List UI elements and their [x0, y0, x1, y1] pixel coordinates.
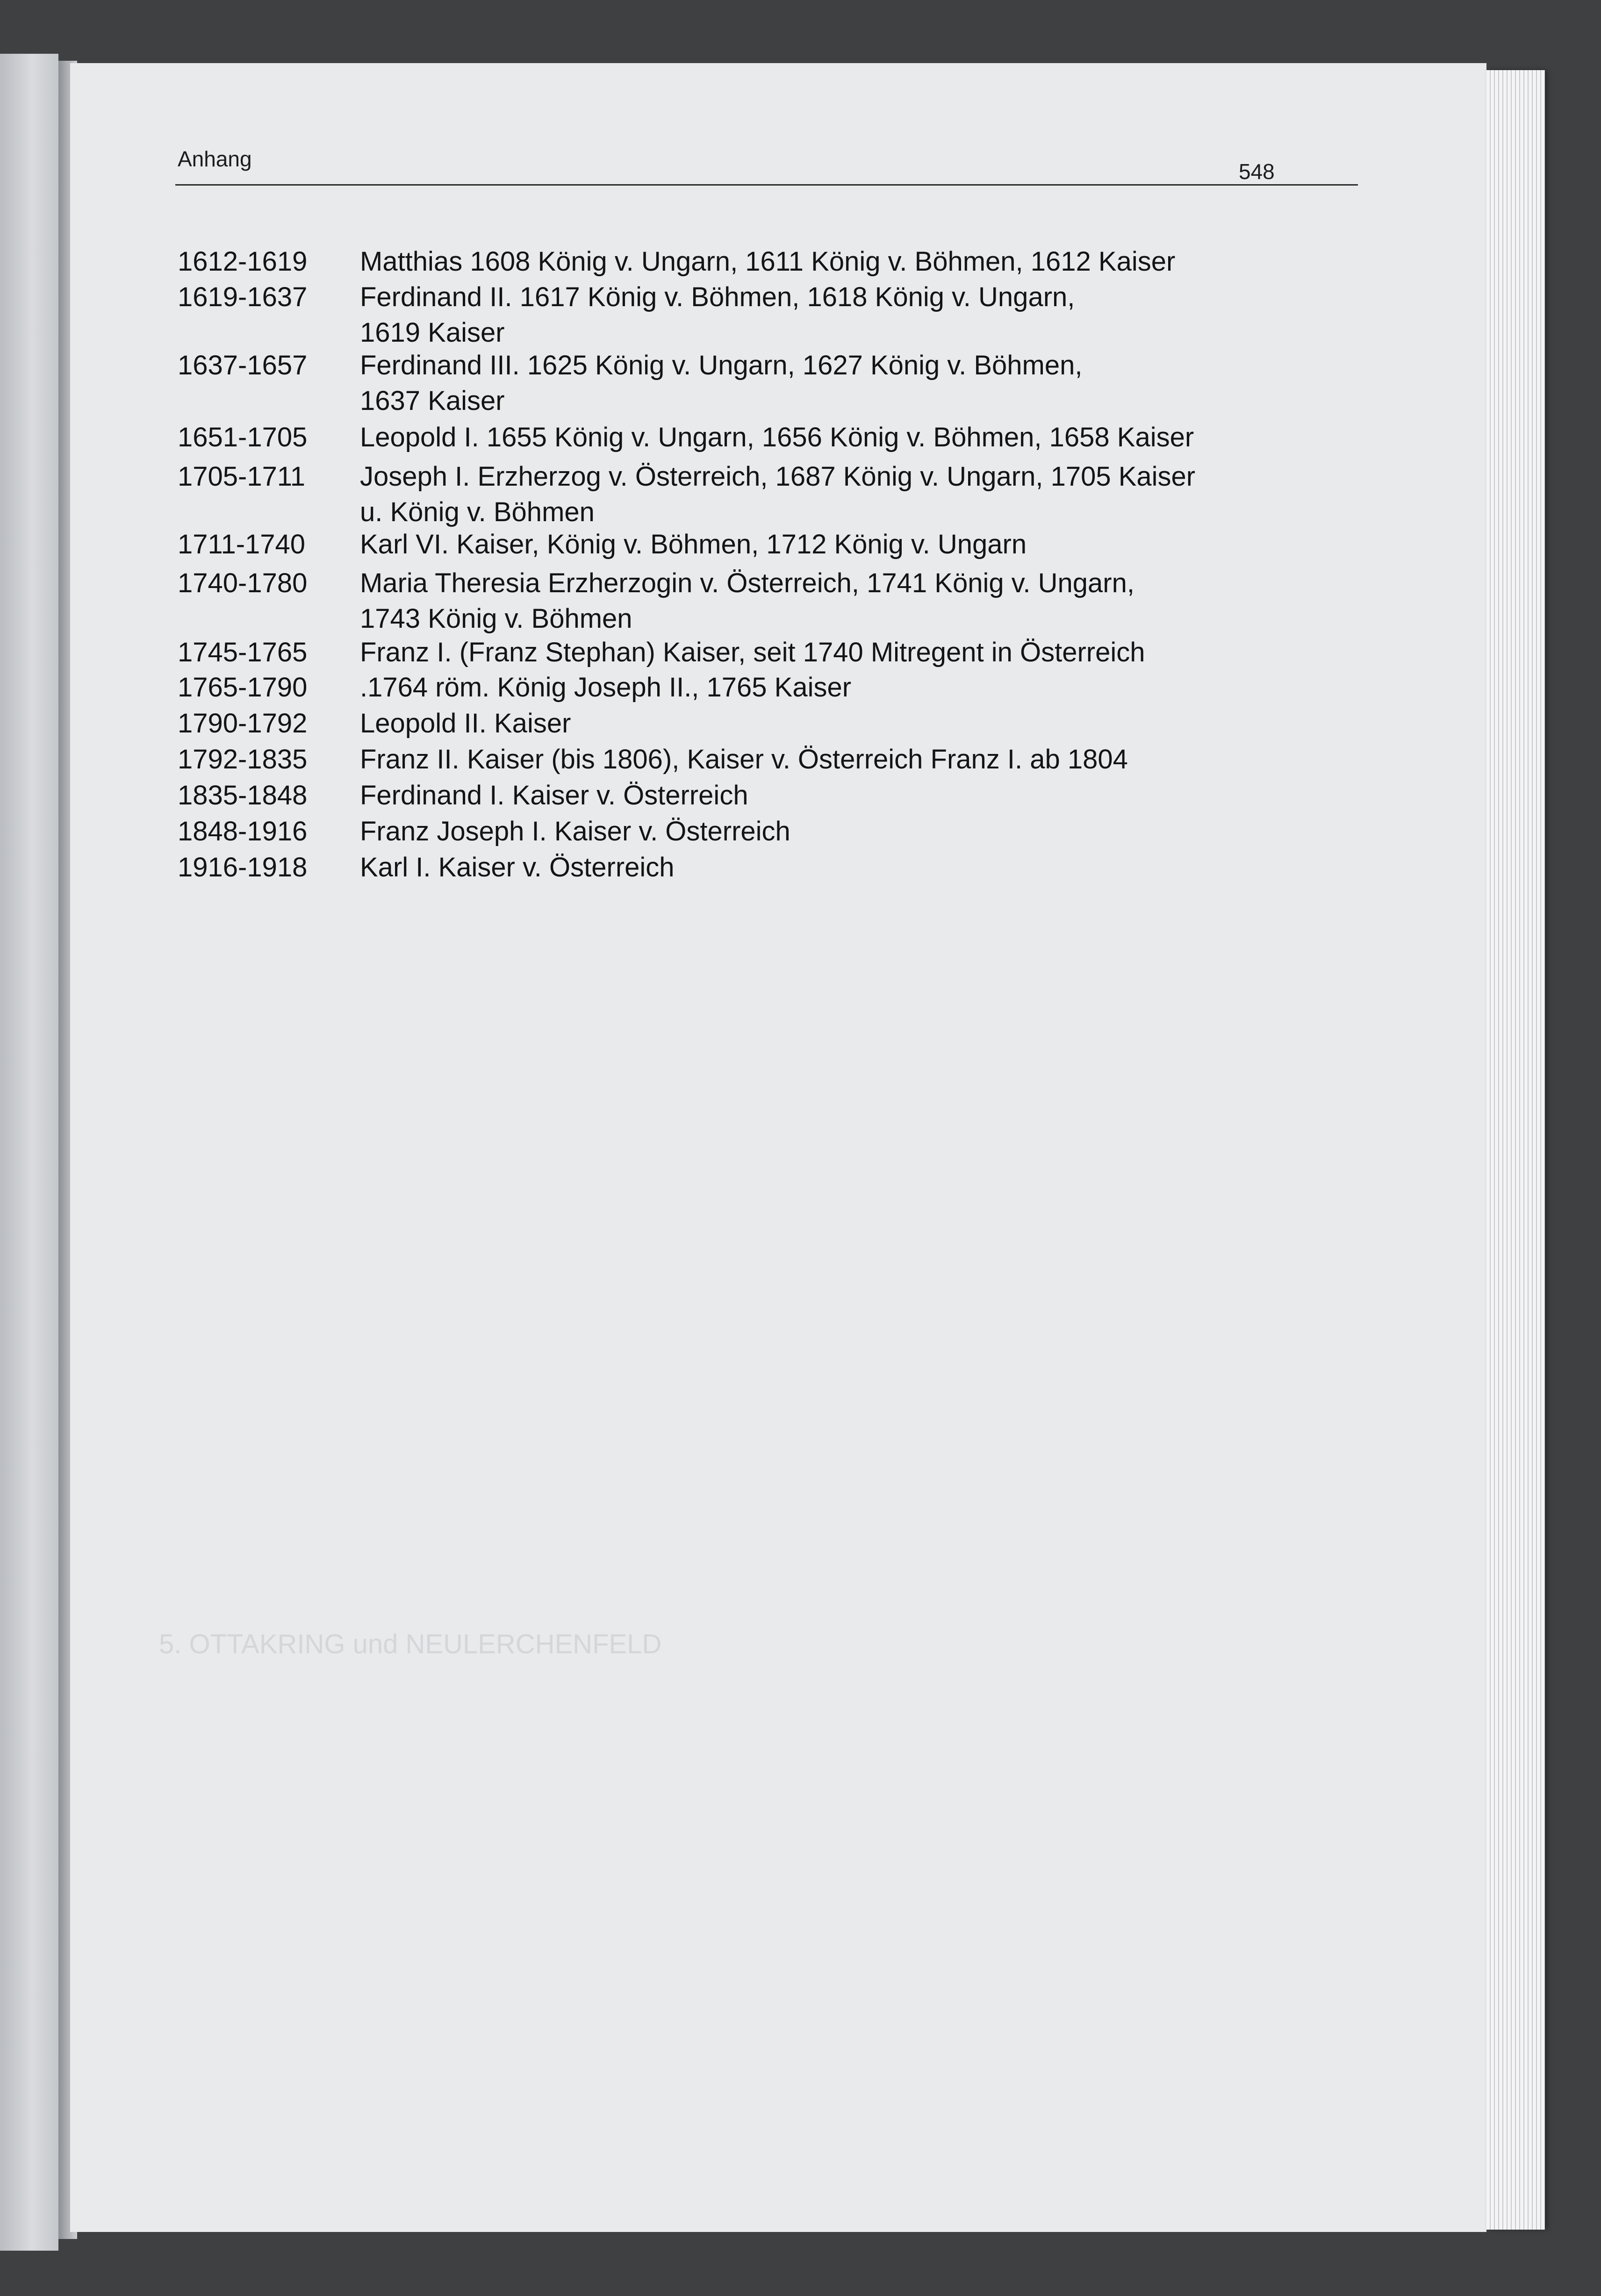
- header-rule: [175, 184, 1358, 186]
- ruler-description: Maria Theresia Erzherzogin v. Österreich, 1741 König v. Ungarn, 1743 König v. Böhmen: [360, 568, 1134, 634]
- facing-page-edge: [0, 54, 58, 2251]
- page-number: 548: [1239, 159, 1275, 184]
- ruler-description: Leopold II. Kaiser: [360, 708, 571, 739]
- reign-years: 1745-1765: [178, 637, 308, 667]
- reign-years: 1792-1835: [178, 744, 308, 775]
- reign-years: 1637-1657: [178, 350, 308, 380]
- ruler-description: Ferdinand III. 1625 König v. Ungarn, 1627 König v. Böhmen, 1637 Kaiser: [360, 350, 1083, 416]
- ruler-description: Joseph I. Erzherzog v. Österreich, 1687 König v. Ungarn, 1705 Kaiser u. König v. Böhmen: [360, 461, 1196, 527]
- reign-years: 1848-1916: [178, 816, 308, 847]
- reign-years: 1705-1711: [178, 461, 306, 492]
- ruler-description: Matthias 1608 König v. Ungarn, 1611 König v. Böhmen, 1612 Kaiser: [360, 246, 1176, 277]
- ruler-description: Leopold I. 1655 König v. Ungarn, 1656 König v. Böhmen, 1658 Kaiser: [360, 422, 1194, 452]
- ruler-description: Karl VI. Kaiser, König v. Böhmen, 1712 König v. Ungarn: [360, 529, 1027, 560]
- reign-years: 1711-1740: [178, 529, 306, 560]
- page-stack-edges: [1486, 70, 1545, 2230]
- ruler-description: .1764 röm. König Joseph II., 1765 Kaiser: [360, 672, 852, 703]
- ruler-description: Ferdinand I. Kaiser v. Österreich: [360, 780, 748, 811]
- reign-years: 1835-1848: [178, 780, 308, 811]
- reign-years: 1765-1790: [178, 672, 308, 703]
- reign-years: 1740-1780: [178, 568, 308, 598]
- reign-years: 1651-1705: [178, 422, 308, 452]
- reign-years: 1612-1619: [178, 246, 308, 277]
- reign-years: 1619-1637: [178, 282, 308, 312]
- reign-years: 1790-1792: [178, 708, 308, 739]
- ruler-description: Franz Joseph I. Kaiser v. Österreich: [360, 816, 790, 847]
- show-through-text: 5. OTTAKRING und NEULERCHENFELD: [159, 1629, 662, 1659]
- ruler-description: Franz II. Kaiser (bis 1806), Kaiser v. Österreich Franz I. ab 1804: [360, 744, 1128, 775]
- ruler-description: Ferdinand II. 1617 König v. Böhmen, 1618 König v. Ungarn, 1619 Kaiser: [360, 282, 1075, 348]
- reign-years: 1916-1918: [178, 852, 308, 883]
- running-header-section: Anhang: [178, 147, 252, 171]
- ruler-description: Franz I. (Franz Stephan) Kaiser, seit 1740 Mitregent in Österreich: [360, 637, 1145, 667]
- ruler-description: Karl I. Kaiser v. Österreich: [360, 852, 675, 883]
